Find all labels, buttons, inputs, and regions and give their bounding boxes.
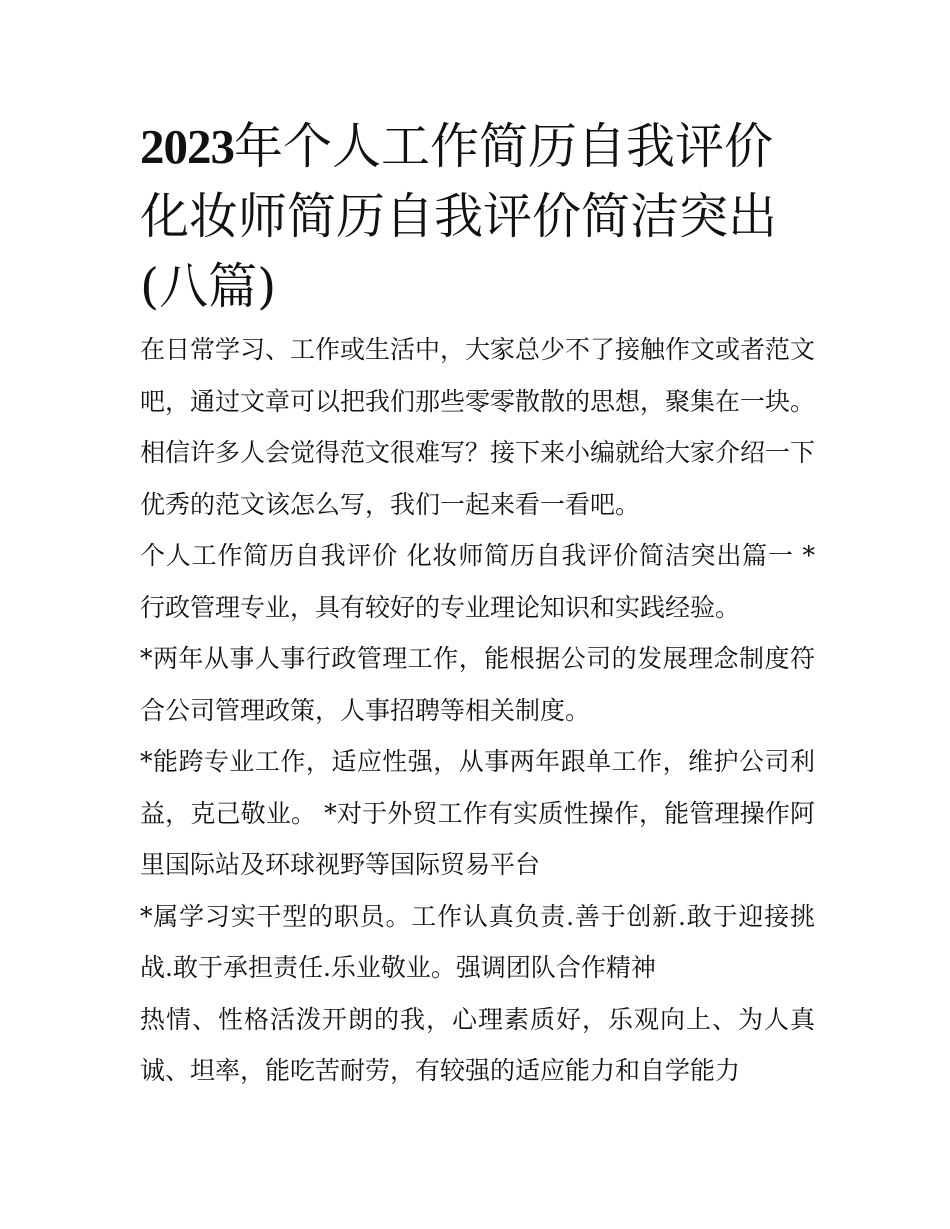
paragraph-3: *能跨专业工作，适应性强，从事两年跟单工作，维护公司利益，克己敬业。 *对于外贸工作有实质性操作，能管理操作阿里国际站及环球视野等国际贸易平台 [140, 747, 815, 879]
paragraph-5: 热情、性格活泼开朗的我，心理素质好，乐观向上、为人真诚、坦率，能吃苦耐劳，有较强的适应能力和自学能力 [140, 1004, 815, 1085]
title-year: 2023 [140, 119, 234, 174]
title-text: 年个人工作简历自我评价化妆师简历自我评价简洁突出(八篇) [140, 118, 778, 315]
document-page [140, 112, 815, 1097]
paragraph-intro: 在日常学习、工作或生活中，大家总少不了接触作文或者范文吧，通过文章可以把我们那些零零散散的思想，聚集在一块。相信许多人会觉得范文很难写？接下来小编就给大家介绍一下优秀的范文该怎么写，我们一起来看一看吧。 [140, 335, 816, 519]
document-title [140, 112, 815, 322]
paragraph-2: *两年从事人事行政管理工作，能根据公司的发展理念制度符合公司管理政策，人事招聘等相关制度。 [140, 644, 815, 725]
paragraph-1: 个人工作简历自我评价 化妆师简历自我评价简洁突出篇一 *行政管理专业，具有较好的专业理论知识和实践经验。 [140, 541, 815, 622]
paragraph-4: *属学习实干型的职员。工作认真负责.善于创新.敢于迎接挑战.敢于承担责任.乐业敬业。强调团队合作精神 [140, 901, 815, 982]
